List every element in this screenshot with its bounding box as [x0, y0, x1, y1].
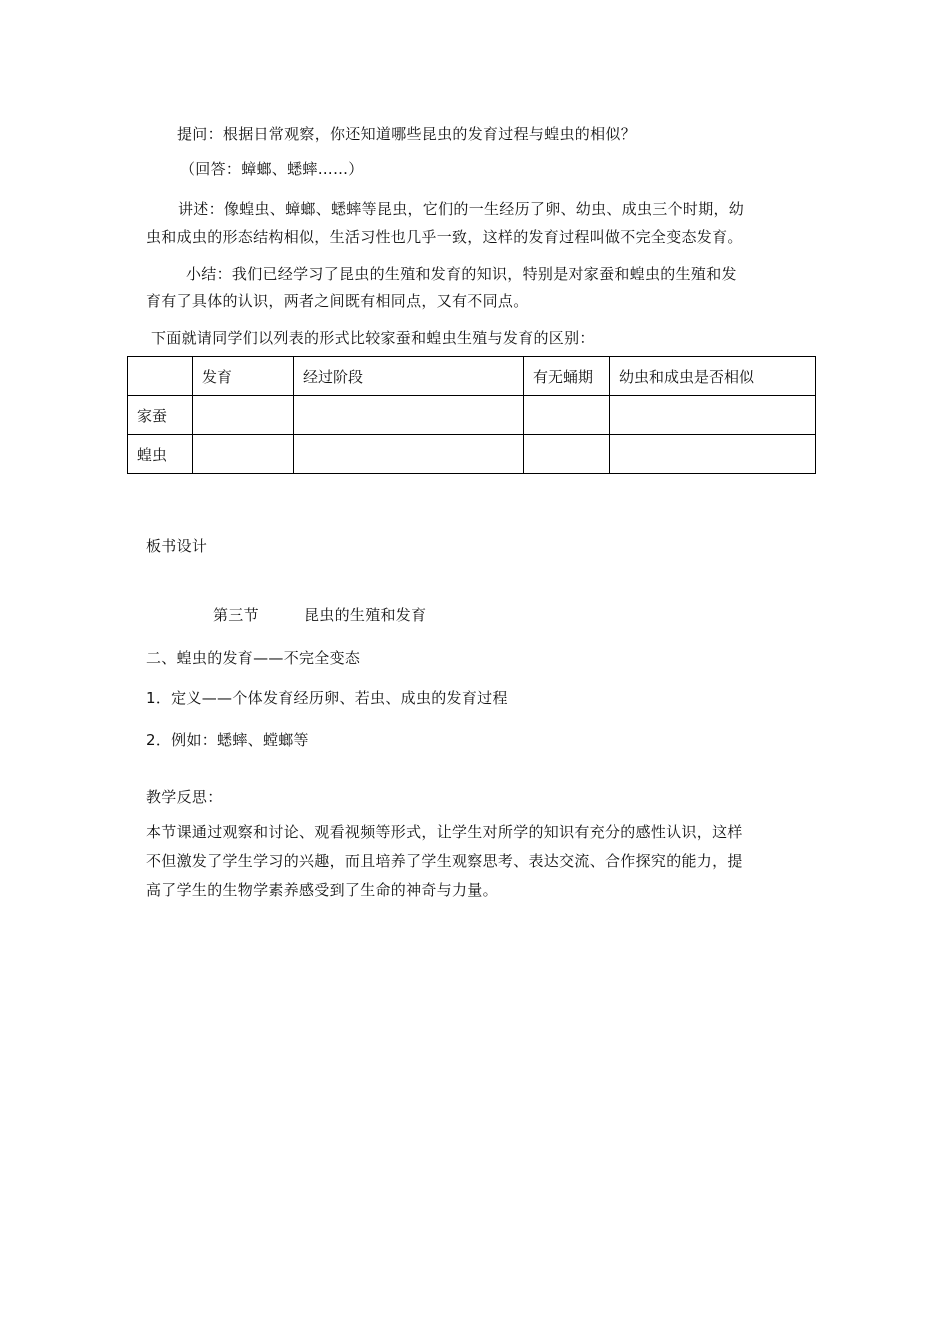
question-paragraph: 提问：根据日常观察，你还知道哪些昆虫的发育过程与蝗虫的相似？ [177, 125, 637, 143]
table-header-cell [128, 357, 193, 396]
reflection-heading: 教学反思： [146, 788, 223, 806]
explanation-line-1: 讲述：像蝗虫、蟑螂、蟋蟀等昆虫，它们的一生经历了卵、幼虫、成虫三个时期，幼 [178, 200, 745, 218]
answer-paragraph: （回答：蟑螂、蟋蟀……） [180, 160, 364, 178]
reflection-line-1: 本节课通过观察和讨论、观看视频等形式，让学生对所学的知识有充分的感性认识，这样 [146, 823, 743, 841]
table-cell [294, 396, 524, 435]
board-design-heading: 板书设计 [146, 537, 208, 555]
table-header-cell: 有无蛹期 [524, 357, 610, 396]
comparison-table [127, 356, 816, 474]
table-cell [193, 396, 294, 435]
explanation-line-2: 虫和成虫的形态结构相似，生活习性也几乎一致，这样的发育过程叫做不完全变态发育。 [146, 228, 743, 246]
table-cell [294, 435, 524, 474]
table-header-cell: 幼虫和成虫是否相似 [610, 357, 816, 396]
table-header-cell: 经过阶段 [294, 357, 524, 396]
table-row-label: 家蚕 [128, 396, 193, 435]
table-cell [193, 435, 294, 474]
section-number: 第三节 [213, 606, 259, 624]
table-header-row [128, 357, 816, 396]
summary-line-2: 育有了具体的认识，两者之间既有相同点，又有不同点。 [146, 292, 529, 310]
table-cell [610, 396, 816, 435]
table-row-label: 蝗虫 [128, 435, 193, 474]
reflection-line-2: 不但激发了学生学习的兴趣，而且培养了学生观察思考、表达交流、合作探究的能力，提 [146, 852, 743, 870]
board-item-definition: 1．定义——个体发育经历卵、若虫、成虫的发育过程 [146, 689, 508, 707]
table-intro: 下面就请同学们以列表的形式比较家蚕和蝗虫生殖与发育的区别： [151, 329, 595, 347]
table-cell [524, 396, 610, 435]
table-cell [524, 435, 610, 474]
reflection-line-3: 高了学生的生物学素养感受到了生命的神奇与力量。 [146, 881, 498, 899]
board-item-examples: 2．例如：蟋蟀、螳螂等 [146, 731, 309, 749]
table-cell [610, 435, 816, 474]
table-row [128, 396, 816, 435]
board-subheading: 二、蝗虫的发育——不完全变态 [146, 649, 361, 667]
table-row [128, 435, 816, 474]
summary-line-1: 小结：我们已经学习了昆虫的生殖和发育的知识，特别是对家蚕和蝗虫的生殖和发 [186, 265, 737, 283]
table-header-cell: 发育 [193, 357, 294, 396]
section-title: 昆虫的生殖和发育 [304, 606, 427, 624]
